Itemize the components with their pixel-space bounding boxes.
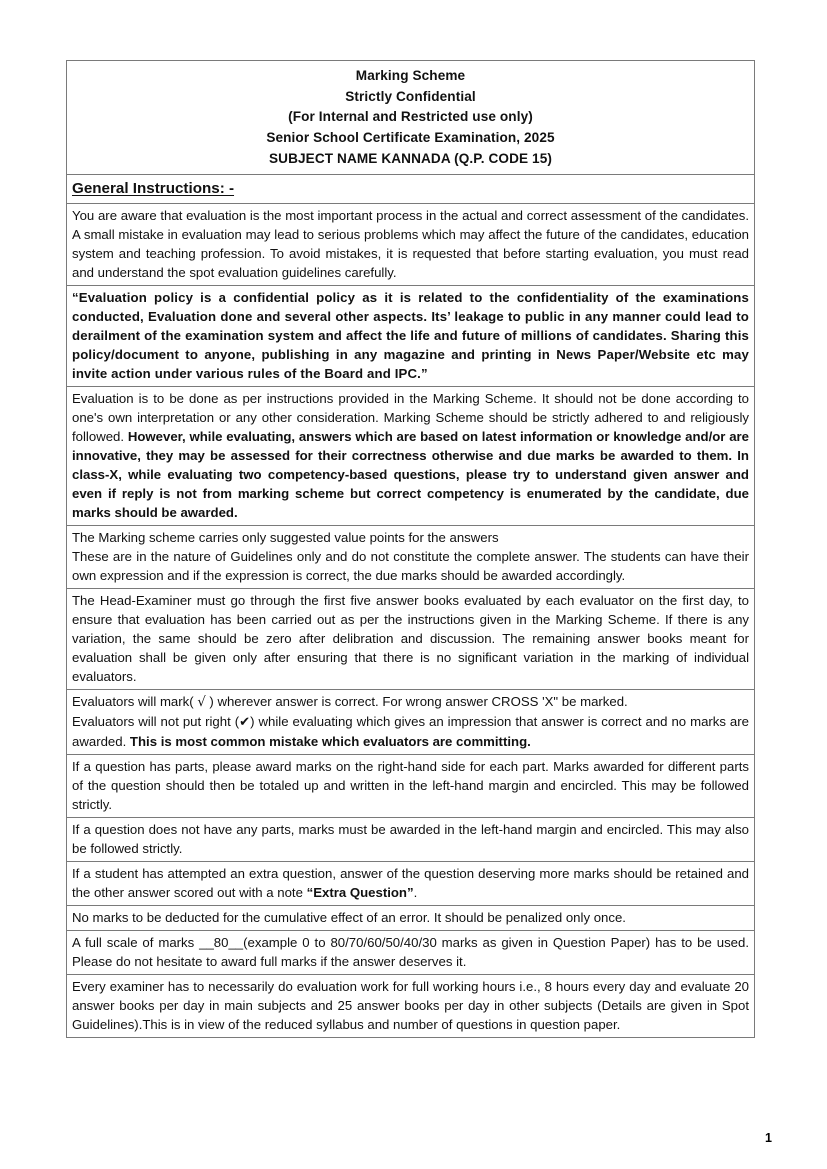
table-row	[67, 974, 755, 1037]
general-instructions-cell	[67, 175, 755, 204]
instruction-cell-full-scale-marks	[67, 930, 755, 974]
instruction-text	[72, 933, 749, 971]
table-row	[67, 525, 755, 588]
header-line-strictly-confidential: Strictly Confidential	[345, 88, 476, 104]
table-row	[67, 754, 755, 817]
header-line-marking-scheme: Marking Scheme	[355, 68, 466, 83]
instruction-cell-question-parts	[67, 754, 755, 817]
instruction-cell-extra-question	[67, 861, 755, 905]
table-row	[67, 285, 755, 386]
header-line-internal-use: (For Internal and Restricted use only)	[288, 109, 533, 125]
table-row	[67, 817, 755, 861]
instruction-cell-head-examiner	[67, 588, 755, 689]
document-header-cell	[67, 61, 755, 175]
tick-bold-sentence-middle: ) while evaluating which gives an impression that answer is correct and no marks are awarded.	[72, 713, 749, 749]
header-line-examination: Senior School Certificate Examination, 2025	[266, 129, 555, 145]
instruction-cell-marking-symbols	[67, 689, 755, 754]
instruction-cell-confidential-policy	[67, 285, 755, 386]
full-scale-prefix: A full scale of marks	[72, 934, 200, 950]
instruction-text-normal-part: Evaluation is to be done as per instructions provided in the Marking Scheme. It should not be done according to one's own interpretation or any other consideration. Marking Scheme should be strictly adhered to and religiously followed.	[72, 390, 749, 444]
instruction-text: The Head-Examiner must go through the first five answer books evaluated by each evaluator on the first day, to ensure that evaluation has been carried out as per the instructions given in the Marking Scheme. If there is any variation, the same should be zero after delibration and discussion. The remaining answer books meant for evaluation shall be given only after ensuring that there is no significant variation in the marking of individual evaluators.	[72, 592, 749, 684]
instruction-text	[72, 389, 749, 522]
table-row-general-instructions-title	[67, 175, 755, 204]
extra-question-suffix: .	[413, 884, 418, 900]
instruction-cell-evaluation-importance	[67, 203, 755, 285]
instruction-text: If a question has parts, please award marks on the right-hand side for each part. Marks awarded for different parts of the question should then be totaled up and written in the left-hand margin and encircled. This may be followed strictly.	[72, 758, 749, 812]
tick-bold-sentence-prefix: Evaluators will not put right (	[72, 713, 240, 729]
instruction-text-guidelines: These are in the nature of Guidelines only and do not constitute the complete answer. The students can have their own expression and if the expression is correct, the due marks should be awarded accordingly.	[72, 548, 749, 583]
tick-sentence-suffix: ) wherever answer is correct. For wrong answer CROSS 'X" be marked.	[205, 693, 628, 709]
instruction-text: You are aware that evaluation is the most important process in the actual and correct assessment of the candidates. A small mistake in evaluation may lead to serious problems which may affect the future of the candidates, education system and teaching profession. To avoid mistakes, it is requested that before starting evaluation, you must read and understand the spot evaluation guidelines carefully.	[72, 207, 749, 280]
instruction-text: No marks to be deducted for the cumulative effect of an error. It should be penalized only once.	[72, 909, 626, 925]
instruction-text-bold-part: However, while evaluating, answers which are based on latest information or knowledge and/or are innovative, they may be assessed for their correctness otherwise and due marks be awarded to them. In class-X, while evaluating two competency-based questions, please try to understand given answer and even if reply is not from marking scheme but correct competency is enumerated by the candidate, due marks should be awarded.	[72, 428, 749, 520]
tick-sentence-prefix: Evaluators will mark(	[72, 693, 198, 709]
check-thin-icon: √	[197, 694, 206, 710]
instruction-text-confidential-policy: “Evaluation policy is a confidential policy as it is related to the confidentiality of the examinations conducted, Evaluation done and several other aspects. Its’ leakage to public in any manner could lead to derailment of the examination system and affect the life and future of millions of candidates. Sharing this policy/document to anyone, publishing in any magazine and printing in News Paper/Website etc may invite action under various rules of the Board and IPC.”	[72, 289, 749, 381]
tick-bold-sentence-emphasis: This is most common mistake which evaluators are committing.	[129, 733, 531, 749]
table-row	[67, 861, 755, 905]
instruction-cell-working-hours	[67, 974, 755, 1037]
full-scale-suffix: (example 0 to 80/70/60/50/40/30 marks as given in Question Paper) has to be used. Please do not hesitate to award full marks if the answer deserves it.	[72, 934, 749, 969]
instruction-cell-value-points	[67, 525, 755, 588]
table-row	[67, 203, 755, 285]
extra-question-prefix: If a student has attempted an extra question, answer of the question deserving more marks should be retained and the other answer scored out with a note	[72, 865, 749, 900]
check-bold-icon: ✔	[239, 714, 251, 730]
instruction-text-value-points: The Marking scheme carries only suggested value points for the answers	[72, 529, 499, 545]
instruction-text-tick-mistake	[72, 712, 749, 751]
extra-question-note: “Extra Question”	[306, 884, 414, 900]
instruction-text	[72, 864, 749, 902]
instruction-cell-cumulative-error	[67, 905, 755, 930]
instruction-cell-no-parts	[67, 817, 755, 861]
instruction-cell-marking-scheme-adherence	[67, 386, 755, 525]
instruction-text-tick-usage	[72, 692, 749, 712]
instruction-text: If a question does not have any parts, marks must be awarded in the left-hand margin and encircled. This may also be followed strictly.	[72, 821, 749, 856]
page-title: General Instructions: -	[72, 180, 235, 198]
table-row	[67, 905, 755, 930]
page-number: 1	[765, 1131, 772, 1145]
table-row	[67, 386, 755, 525]
table-row	[67, 930, 755, 974]
header-line-subject: SUBJECT NAME KANNADA (Q.P. CODE 15)	[269, 150, 552, 166]
instruction-text: Every examiner has to necessarily do evaluation work for full working hours i.e., 8 hours every day and evaluate 20 answer books per day in main subjects and 25 answer books per day in other subjects (Details are given in Spot Guidelines).This is in view of the reduced syllabus and number of questions in question paper.	[72, 978, 749, 1032]
full-scale-marks-value: __80__	[199, 934, 244, 950]
marking-scheme-table	[66, 60, 755, 1038]
table-row	[67, 689, 755, 754]
table-row	[67, 588, 755, 689]
table-row-header	[67, 61, 755, 175]
